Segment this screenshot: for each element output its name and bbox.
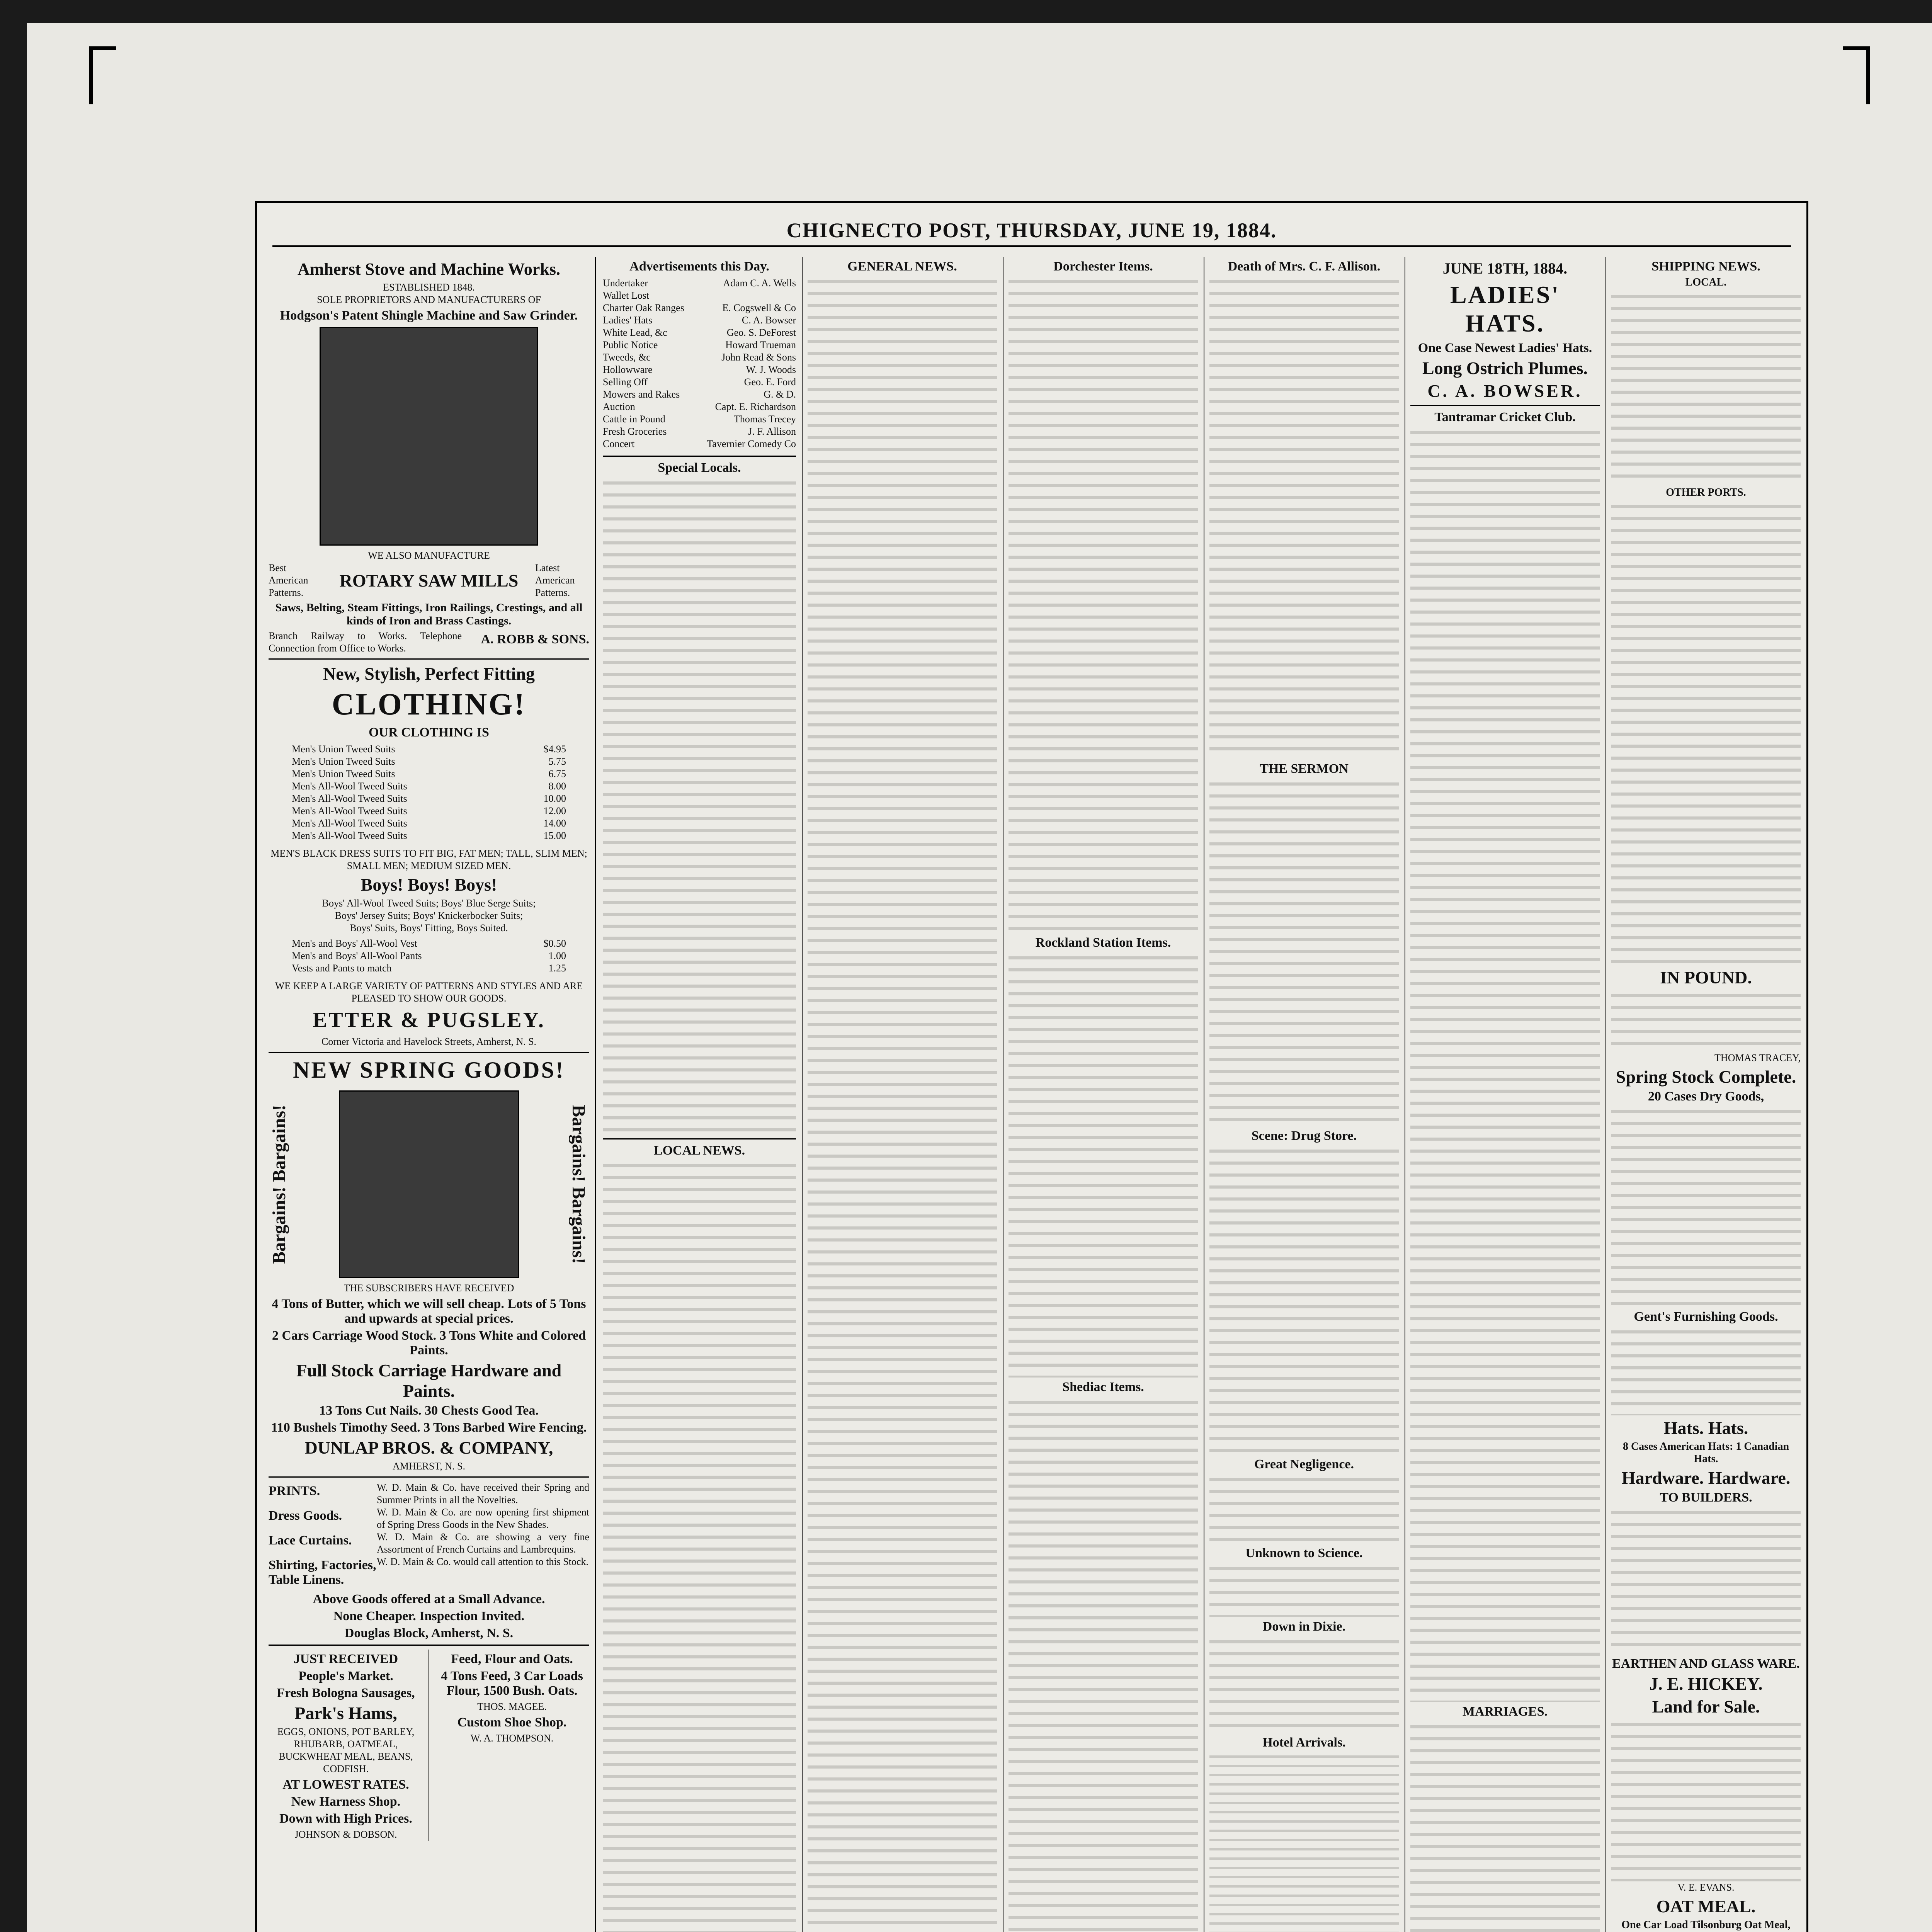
column-6 [1410, 257, 1600, 1932]
rockland-items: Rockland Station Items. [1035, 935, 1171, 950]
carriage-wood: 2 Cars Carriage Wood Stock. 3 Tons White and Colored Paints. [272, 1328, 586, 1357]
ad-row: Tweeds, &c John Read & Sons [603, 352, 796, 363]
price-row: Men's Union Tweed Suits 6.75 [292, 768, 566, 779]
unknown-science: Unknown to Science. [1245, 1546, 1363, 1560]
price-row: Men's Union Tweed Suits $4.95 [292, 743, 566, 755]
divider [1410, 405, 1600, 406]
clothing-intro: New, Stylish, Perfect Fitting [323, 664, 535, 684]
dress-goods-text: W. D. Main & Co. are now opening first shipment of Spring Dress Goods in the New Shades. [377, 1507, 589, 1530]
price-row: Men's All-Wool Tweed Suits 8.00 [292, 781, 566, 792]
ads-title: Advertisements this Day. [629, 259, 769, 274]
column-rule [1605, 257, 1606, 1932]
dry-goods-cases: 20 Cases Dry Goods, [1648, 1089, 1764, 1104]
american-hats: 8 Cases American Hats: 1 Canadian Hats. [1622, 1440, 1789, 1465]
down-in-dixie: Down in Dixie. [1262, 1619, 1346, 1634]
masthead-rule [272, 245, 1791, 247]
nails-tea: 13 Tons Cut Nails. 30 Chests Good Tea. [319, 1403, 539, 1418]
price-row: Men's All-Wool Tweed Suits 14.00 [292, 818, 566, 829]
lowest-rates: AT LOWEST RATES. [282, 1777, 409, 1792]
divider [269, 658, 589, 660]
death-body [1209, 276, 1399, 759]
lace-text: W. D. Main & Co. are showing a very fine Assortment of French Curtains and Lambrequins. [377, 1531, 589, 1555]
boys-line: Boys' Suits, Boys' Fitting, Boys Suited. [350, 922, 508, 934]
ostrich-plumes: Long Ostrich Plumes. [1422, 358, 1588, 378]
sermon-body [1209, 779, 1399, 1126]
bargains-right: Bargains! Bargains! [568, 1104, 589, 1264]
lace-label: Lace Curtains. [269, 1533, 352, 1548]
ad-row: Cattle in Pound Thomas Trecey [603, 413, 796, 425]
ad-row: Public Notice Howard Trueman [603, 339, 796, 350]
bargains-left: Bargains! Bargains! [269, 1104, 289, 1264]
ads-list [603, 277, 796, 450]
the-sermon: THE SERMON [1260, 762, 1349, 776]
variety-note: WE KEEP A LARGE VARIETY OF PATTERNS AND STYLES AND ARE PLEASED TO SHOW OUR GOODS. [275, 980, 583, 1004]
negligence-body [1209, 1474, 1399, 1544]
best-patterns: Best American Patterns. [269, 562, 308, 598]
hotel-arrivals: Hotel Arrivals. [1262, 1735, 1346, 1750]
ad-row: Fresh Groceries J. F. Allison [603, 426, 796, 437]
hats-date: JUNE 18TH, 1884. [1442, 260, 1568, 277]
great-negligence: Great Negligence. [1254, 1457, 1354, 1471]
land-body [1611, 1719, 1801, 1881]
johnson-dobson: JOHNSON & DOBSON. [294, 1829, 397, 1840]
divider [269, 1476, 589, 1478]
shediac-items: Shediac Items. [1062, 1380, 1144, 1394]
marriages: MARRIAGES. [1462, 1704, 1548, 1719]
ad-row: Hollowware W. J. Woods [603, 364, 796, 375]
gents-furnishing: Gent's Furnishing Goods. [1634, 1310, 1778, 1324]
prints-text: W. D. Main & Co. have received their Spring and Summer Prints in all the Novelties. [377, 1482, 589, 1505]
price-row: Men's and Boys' All-Wool Vest $0.50 [292, 938, 566, 949]
column-4 [1009, 257, 1198, 1932]
price-row: Vests and Pants to match 1.25 [292, 963, 566, 974]
shirting-label: Shirting, Factories, Table Linens. [269, 1558, 376, 1587]
price-row: Men's All-Wool Tweed Suits 12.00 [292, 805, 566, 816]
general-news-body [808, 276, 997, 1932]
spring-goods-heading: NEW SPRING GOODS! [293, 1057, 565, 1083]
dixie-body [1209, 1636, 1399, 1733]
carriage-hardware: Full Stock Carriage Hardware and Paints. [296, 1361, 562, 1401]
our-clothing: OUR CLOTHING IS [369, 725, 489, 740]
other-ports-body [1611, 501, 1801, 965]
prints-label: PRINTS. [269, 1484, 320, 1498]
proprietors: SOLE PROPRIETORS AND MANUFACTURERS OF [317, 294, 541, 305]
price-row: Men's Union Tweed Suits 5.75 [292, 756, 566, 767]
column-rule [802, 257, 803, 1932]
ad-row: Selling Off Geo. E. Ford [603, 376, 796, 388]
column-7 [1611, 257, 1801, 1932]
also-manufacture: WE ALSO MANUFACTURE [368, 550, 490, 561]
divider [603, 1138, 796, 1139]
crop-mark-top-right [1843, 46, 1870, 104]
branch-note: Branch Railway to Works. Telephone Connection from Office to Works. [269, 630, 462, 654]
in-pound: IN POUND. [1660, 968, 1752, 987]
price-row: Men's and Boys' All-Wool Pants 1.00 [292, 950, 566, 961]
hats-heading: Hats. Hats. [1663, 1418, 1748, 1438]
dress-suits: MEN'S BLACK DRESS SUITS TO FIT BIG, FAT MEN; TALL, SLIM MEN; SMALL MEN; MEDIUM SIZED MEN. [270, 848, 587, 871]
robb-signature: A. ROBB & SONS. [481, 632, 589, 646]
firm-name: Amherst Stove and Machine Works. [298, 260, 560, 279]
divider [269, 1645, 589, 1646]
column-1 [269, 257, 589, 1932]
goods-list: Saws, Belting, Steam Fittings, Iron Railings, Crestings, and all kinds of Iron and Brass Castings. [275, 601, 583, 627]
ad-row: Undertaker Adam C. A. Wells [603, 277, 796, 289]
douglas-block: Douglas Block, Amherst, N. S. [344, 1626, 514, 1640]
oat-car-load: One Car Load Tilsonburg Oat Meal, [1621, 1919, 1791, 1931]
cricket-club: Tantramar Cricket Club. [1434, 410, 1576, 424]
parks-hams: Park's Hams, [294, 1703, 397, 1723]
ve-evans: V. E. EVANS. [1677, 1882, 1735, 1893]
thos-magee: THOS. MAGEE. [477, 1701, 547, 1712]
dress-goods-label: Dress Goods. [269, 1509, 342, 1523]
dorchester-items: Dorchester Items. [1053, 259, 1153, 274]
special-locals: Special Locals. [658, 461, 741, 475]
above-goods: Above Goods offered at a Small Advance. [313, 1592, 545, 1606]
other-ports: OTHER PORTS. [1666, 486, 1746, 498]
dunlap-bros: DUNLAP BROS. & COMPANY, [304, 1438, 553, 1458]
none-cheaper: None Cheaper. Inspection Invited. [333, 1609, 525, 1623]
bowser: C. A. BOWSER. [1427, 381, 1583, 401]
feed-tons: 4 Tons Feed, 3 Car Loads Flour, 1500 Bush. Oats. [441, 1669, 583, 1698]
drug-body [1209, 1146, 1399, 1455]
earthen-glass: EARTHEN AND GLASS WARE. [1612, 1656, 1800, 1671]
ad-row: Charter Oak Ranges E. Cogswell & Co [603, 302, 796, 313]
dry-goods-list [1611, 1106, 1801, 1307]
etter-address: Corner Victoria and Havelock Streets, Amherst, N. S. [321, 1036, 537, 1047]
crop-mark-top-left [89, 46, 116, 104]
special-locals-body [603, 478, 796, 1134]
spring-stock: Spring Stock Complete. [1616, 1067, 1796, 1087]
clothing-heading: CLOTHING! [332, 687, 526, 721]
ad-row: Mowers and Rakes G. & D. [603, 389, 796, 400]
newspaper-page [255, 201, 1808, 1932]
harness-shop: New Harness Shop. [291, 1794, 401, 1809]
local-news: LOCAL NEWS. [653, 1143, 745, 1158]
column-2 [603, 257, 796, 1932]
butter-line: 4 Tons of Butter, which we will sell cheap. Lots of 5 Tons and upwards at special prices. [272, 1297, 586, 1326]
ad-row: White Lead, &c Geo. S. DeForest [603, 327, 796, 338]
price-list [269, 743, 589, 842]
rockland-body [1009, 952, 1198, 1378]
pound-body [1611, 990, 1801, 1052]
etter-pugsley: ETTER & PUGSLEY. [313, 1008, 545, 1032]
shipping-news: SHIPPING NEWS. [1651, 259, 1760, 274]
timothy-seed: 110 Bushels Timothy Seed. 3 Tons Barbed Wire Fencing. [271, 1420, 587, 1435]
wa-thompson: W. A. THOMPSON. [470, 1733, 554, 1744]
to-builders: TO BUILDERS. [1660, 1490, 1752, 1505]
shipping-local-body [1611, 291, 1801, 484]
land-for-sale: Land for Sale. [1652, 1697, 1760, 1716]
hotel-body [1209, 1752, 1399, 1932]
custom-shoe-shop: Custom Shoe Shop. [457, 1715, 567, 1730]
rotary-saw-mills: ROTARY SAW MILLS [339, 570, 519, 590]
ad-row: Wallet Lost [603, 290, 649, 301]
column-5 [1209, 257, 1399, 1932]
masthead: CHIGNECTO POST, THURSDAY, JUNE 19, 1884. [786, 219, 1277, 242]
dorchester-body [1009, 276, 1198, 933]
shirting-text: W. D. Main & Co. would call attention to this Stock. [377, 1556, 588, 1567]
divider [269, 1052, 589, 1053]
vest-price-list [269, 937, 589, 975]
groceries-list: EGGS, ONIONS, POT BARLEY, RHUBARB, OATMEAL, BUCKWHEAT MEAL, BEANS, CODFISH. [277, 1726, 415, 1774]
peoples-market: People's Market. [298, 1669, 393, 1683]
latest-patterns: Latest American Patterns. [535, 562, 575, 598]
drug-store: Scene: Drug Store. [1251, 1129, 1357, 1143]
subscribers-received: THE SUBSCRIBERS HAVE RECEIVED [344, 1282, 514, 1294]
boys-heading: Boys! Boys! Boys! [361, 875, 497, 895]
just-received: JUST RECEIVED [293, 1652, 398, 1666]
cricket-body [1410, 427, 1600, 1702]
store-illustration [339, 1090, 519, 1278]
column-3 [808, 257, 997, 1932]
marriages-body [1410, 1721, 1600, 1932]
local-news-body [603, 1160, 796, 1932]
shingle-machine-illustration [320, 327, 538, 546]
boys-line: Boys' All-Wool Tweed Suits; Boys' Blue Serge Suits; [322, 898, 536, 909]
general-news: GENERAL NEWS. [847, 259, 957, 274]
feed-flour-oats: Feed, Flour and Oats. [451, 1652, 573, 1666]
down-high-prices: Down with High Prices. [279, 1811, 412, 1826]
ad-row: Concert Tavernier Comedy Co [603, 438, 796, 449]
product-name: Hodgson's Patent Shingle Machine and Saw Grinder. [280, 308, 578, 323]
price-row: Men's All-Wool Tweed Suits 15.00 [292, 830, 566, 841]
price-row: Men's All-Wool Tweed Suits 10.00 [292, 793, 566, 804]
oat-meal: OAT MEAL. [1656, 1896, 1756, 1916]
builders-list [1611, 1507, 1801, 1654]
hickey: J. E. HICKEY. [1649, 1674, 1763, 1694]
one-case: One Case Newest Ladies' Hats. [1418, 341, 1592, 355]
ad-row: Ladies' Hats C. A. Bowser [603, 315, 796, 326]
column-rule [595, 257, 596, 1932]
dunlap-address: AMHERST, N. S. [392, 1461, 466, 1472]
ad-row: Auction Capt. E. Richardson [603, 401, 796, 412]
shediac-body [1009, 1397, 1198, 1932]
ladies-hats: LADIES' HATS. [1450, 281, 1560, 337]
gents-list [1611, 1327, 1801, 1415]
divider [603, 456, 796, 457]
death-allison: Death of Mrs. C. F. Allison. [1228, 259, 1381, 274]
shipping-local: LOCAL. [1685, 276, 1727, 288]
established: ESTABLISHED 1848. [383, 282, 475, 293]
bologna: Fresh Bologna Sausages, [277, 1686, 415, 1700]
thomas-tracey: THOMAS TRACEY, [1714, 1052, 1801, 1063]
boys-line: Boys' Jersey Suits; Boys' Knickerbocker Suits; [335, 910, 523, 921]
hardware-heading: Hardware. Hardware. [1621, 1468, 1791, 1488]
science-body [1209, 1563, 1399, 1617]
